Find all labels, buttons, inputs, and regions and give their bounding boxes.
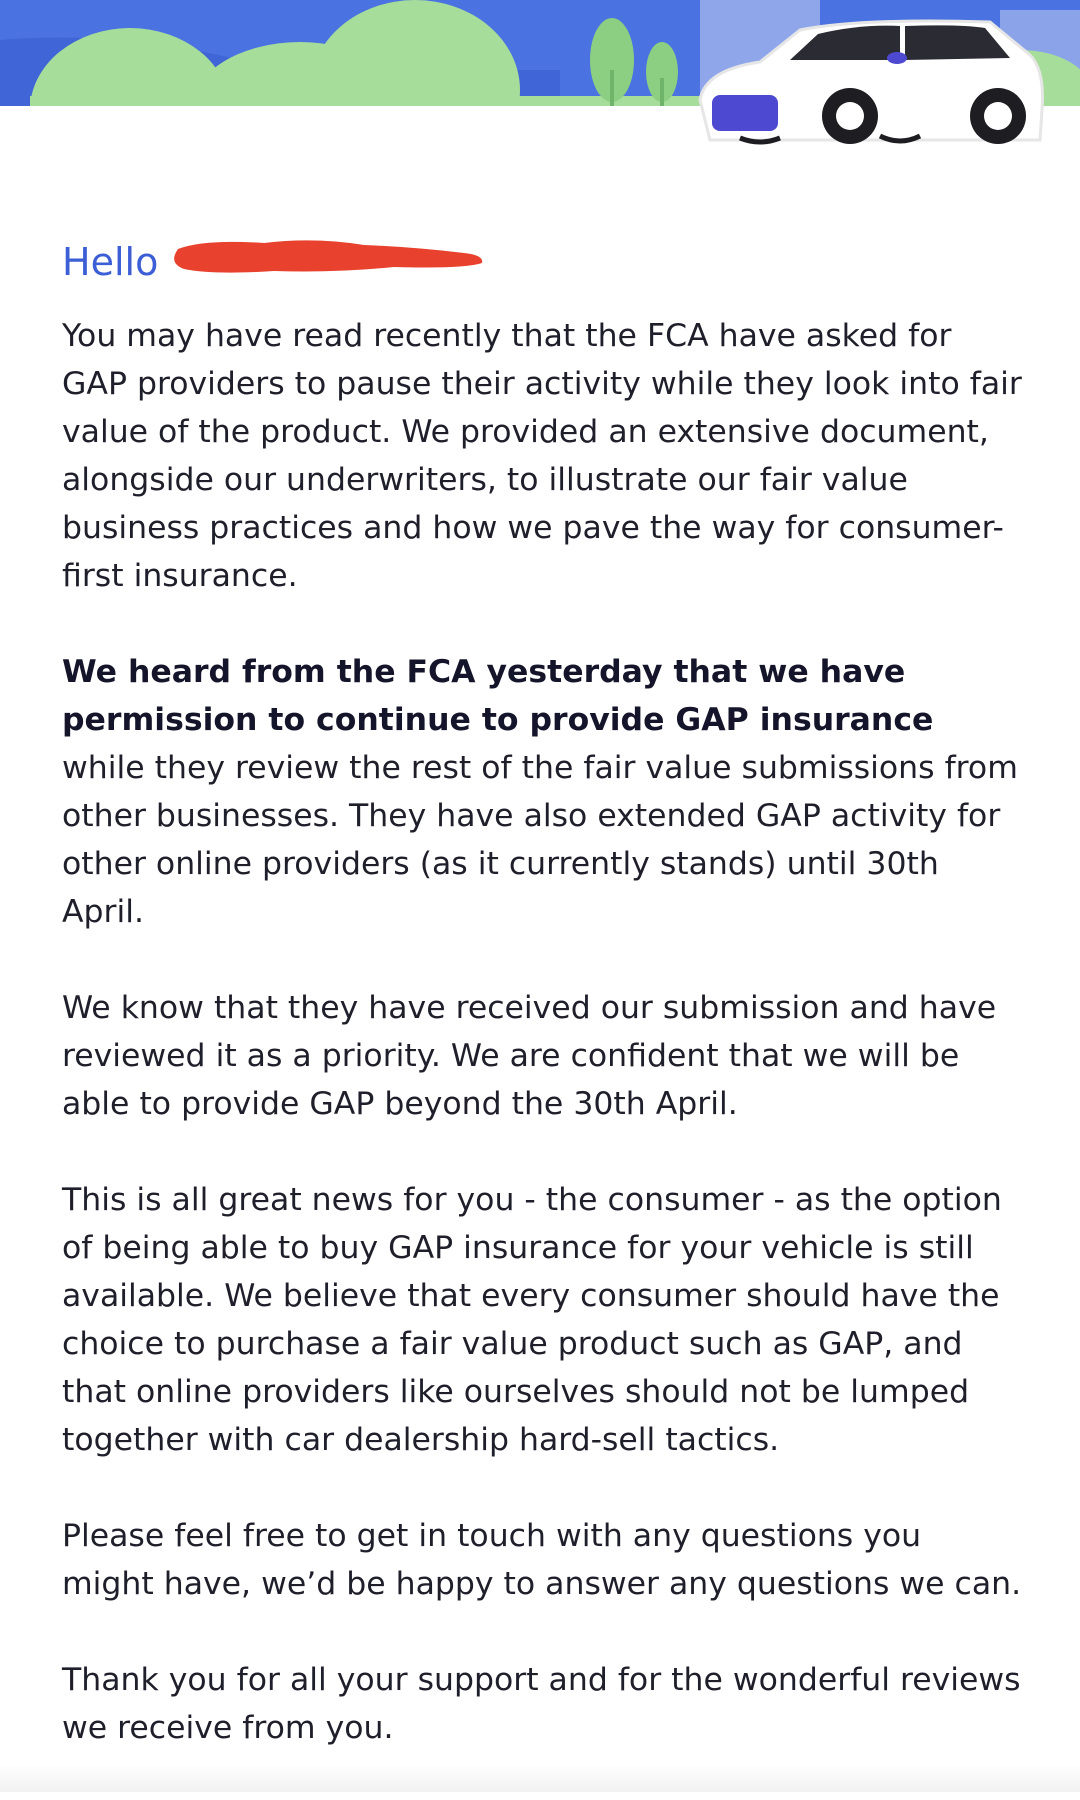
paragraph-5: Please feel free to get in touch with any questions you might have, we’d be happy to answer any questions we can. <box>62 1518 1022 1602</box>
car-landscape-illustration <box>0 0 1080 160</box>
paragraph-2-text: while they review the rest of the fair value submissions from other businesses. They have also extended GAP activity for other online providers (as it currently stands) until 30th April. <box>62 750 1018 930</box>
redaction-mark <box>164 233 484 292</box>
paragraph-6: Thank you for all your support and for the wonderful reviews we receive from you. <box>62 1662 1021 1746</box>
paragraph-1: You may have read recently that the FCA have asked for GAP providers to pause their activity while they look into fair value of the product. We provided an extensive document, alongside our underwriters, to illustrate our fair value business practices and how we pave the way for consumer-first insurance. <box>62 318 1022 594</box>
email-body <box>62 232 1022 1800</box>
paragraph-2 <box>62 648 1022 936</box>
paragraph-3: We know that they have received our submission and have reviewed it as a priority. We are confident that we will be able to provide GAP beyond the 30th April. <box>62 990 997 1122</box>
header-banner <box>0 0 1080 160</box>
bottom-fade <box>0 1764 1080 1792</box>
paragraph-4: This is all great news for you - the consumer - as the option of being able to buy GAP insurance for your vehicle is still available. We believe that every consumer should have the choice to purchase a fair value product such as GAP, and that online providers like ourselves should not be lumped together with car dealership hard-sell tactics. <box>62 1182 1002 1458</box>
greeting <box>62 232 1022 292</box>
paragraph-2-bold: We heard from the FCA yesterday that we have permission to continue to provide GAP insurance <box>62 654 934 738</box>
greeting-text: Hello <box>62 240 159 284</box>
